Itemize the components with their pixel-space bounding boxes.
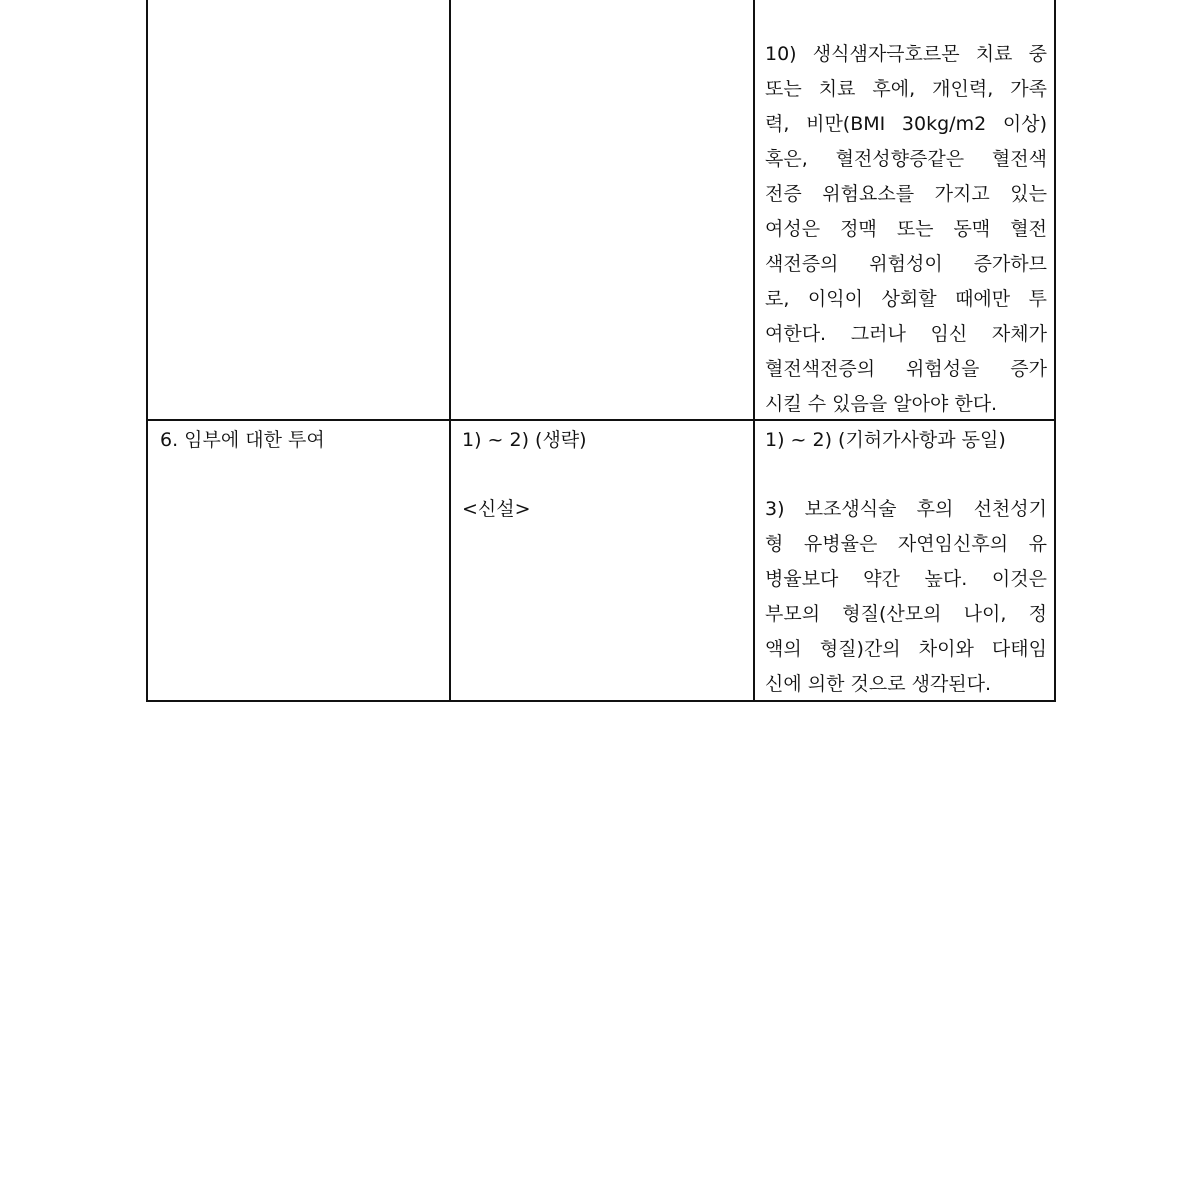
section-heading-pregnancy: 6. 임부에 대한 투여 <box>160 429 325 451</box>
paragraph-line: 시킬 수 있음을 알아야 한다. <box>765 393 998 415</box>
paragraph-line: 또는 치료 후에, 개인력, 가족 <box>765 78 1047 100</box>
paragraph-line: 여성은 정맥 또는 동맥 혈전 <box>765 218 1047 240</box>
row2-col3-paragraph <box>765 492 1047 702</box>
paragraph-line: 혈전색전증의 위험성을 증가 <box>765 358 1047 380</box>
paragraph-line: 혹은, 혈전성향증같은 혈전색 <box>765 148 1047 170</box>
paragraph-line: 력, 비만(BMI 30kg/m2 이상) <box>765 113 1047 135</box>
row2-col3-line1: 1) ~ 2) (기허가사항과 동일) <box>765 429 1006 451</box>
paragraph-line: 액의 형질)간의 차이와 다태임 <box>765 638 1047 660</box>
paragraph-line: 3) 보조생식술 후의 선천성기 <box>765 498 1047 520</box>
paragraph-line: 신에 의한 것으로 생각된다. <box>765 673 992 695</box>
row1-col3-paragraph <box>765 37 1047 422</box>
paragraph-line: 색전증의 위험성이 증가하므 <box>765 253 1047 275</box>
paragraph-line: 로, 이익이 상회할 때에만 투 <box>765 288 1047 310</box>
column-divider-1 <box>449 0 451 700</box>
paragraph-line: 부모의 형질(산모의 나이, 정 <box>765 603 1047 625</box>
paragraph-line: 전증 위험요소를 가지고 있는 <box>765 183 1047 205</box>
paragraph-line: 10) 생식샘자극호르몬 치료 중 <box>765 43 1047 65</box>
comparison-table <box>146 0 1056 702</box>
paragraph-line: 여한다. 그러나 임신 자체가 <box>765 323 1047 345</box>
paragraph-line: 병율보다 약간 높다. 이것은 <box>765 568 1047 590</box>
row2-col2-new-marker: <신설> <box>462 498 531 520</box>
paragraph-line: 형 유병율은 자연임신후의 유 <box>765 533 1047 555</box>
column-divider-2 <box>753 0 755 700</box>
row2-col2-line1: 1) ~ 2) (생략) <box>462 429 587 451</box>
